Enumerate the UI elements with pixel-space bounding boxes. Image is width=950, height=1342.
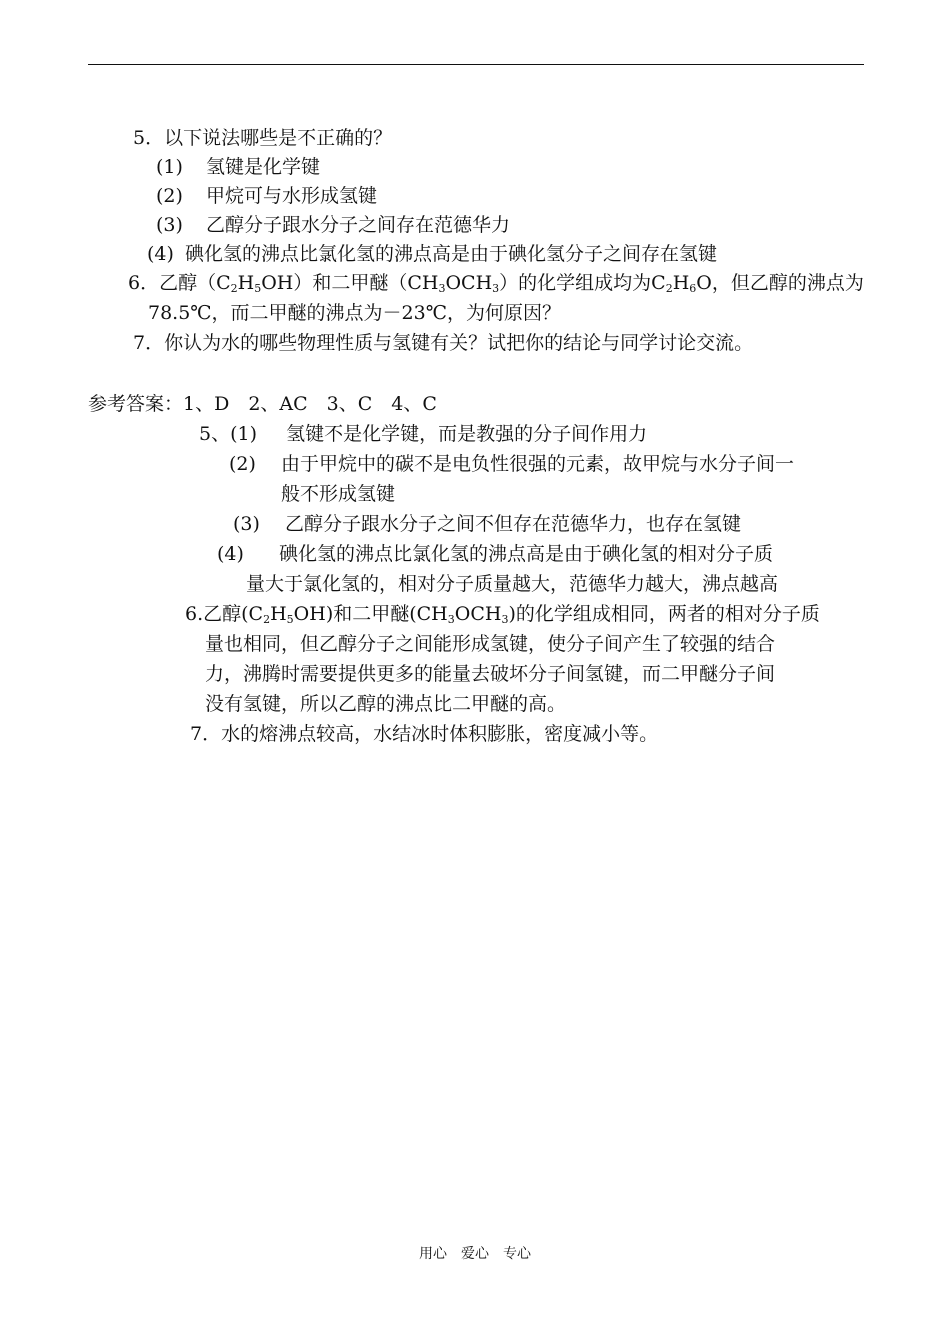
page-footer: 用心 爱心 专心 (419, 1246, 531, 1262)
subscript: 5 (286, 613, 294, 626)
item-number: (2) (156, 185, 183, 207)
item-number: (1) (230, 423, 258, 445)
text: H (270, 603, 287, 625)
text: OCH (445, 272, 493, 294)
text: H (672, 272, 690, 294)
item-text: 碘化氢的沸点比氯化氢的沸点高是由于碘化氢的相对分子质 (279, 543, 774, 565)
answer-5-item-4 (217, 540, 773, 568)
text: ）的化学组成均为C (499, 272, 666, 294)
item-text: 乙醇分子跟水分子之间不但存在范德华力，也存在氢键 (285, 513, 742, 535)
text: )的化学组成相同，两者的相对分子质 (508, 603, 820, 625)
text: OH)和二甲醚(CH (293, 603, 448, 625)
item-text: 碘化氢的沸点比氯化氢的沸点高是由于碘化氢分子之间存在氢键 (185, 243, 718, 265)
question-7: 7．你认为水的哪些物理性质与氢键有关？试把你的结论与同学讨论交流。 (133, 332, 754, 354)
item-text: 甲烷可与水形成氢键 (206, 185, 378, 207)
answer-5-item-4-cont: 量大于氯化氢的，相对分子质量越大，范德华力越大，沸点越高 (246, 573, 779, 595)
item-number: (1) (156, 156, 183, 178)
answer-6-line-2: 量也相同，但乙醇分子之间能形成氢键，使分子间产生了较强的结合 (205, 633, 776, 655)
subscript: 5 (254, 282, 262, 295)
header-rule (88, 64, 864, 65)
answer-7: 7．水的熔沸点较高，水结冰时体积膨胀，密度减小等。 (190, 723, 659, 745)
item-number: (3) (156, 214, 183, 236)
text: 6．乙醇（C (128, 272, 231, 294)
answer-5-item-2-cont: 般不形成氢键 (281, 483, 396, 505)
question-5-item-4 (147, 240, 717, 268)
item-number: (3) (233, 513, 260, 535)
item-text: 由于甲烷中的碳不是电负性很强的元素，故甲烷与水分子间一 (281, 453, 795, 475)
item-number: (4) (147, 243, 174, 265)
question-6-line-1 (128, 269, 864, 297)
subscript: 3 (501, 613, 509, 626)
answer-6-line-4: 没有氢键，所以乙醇的沸点比二甲醚的高。 (205, 693, 567, 715)
subscript: 2 (665, 282, 673, 295)
answer-5-item-1 (199, 420, 647, 448)
item-number: (4) (217, 543, 244, 565)
answer-6-line-1 (185, 600, 820, 628)
item-text: 氢键不是化学键，而是教强的分子间作用力 (286, 423, 648, 445)
question-6-line-2: 78.5℃，而二甲醚的沸点为－23℃，为何原因？ (148, 302, 561, 324)
subscript: 3 (438, 282, 446, 295)
subscript: 3 (492, 282, 500, 295)
answer-5-prefix: 5、 (199, 423, 231, 445)
text: 6.乙醇(C (185, 603, 264, 625)
item-text: 乙醇分子跟水分子之间存在范德华力 (206, 214, 511, 236)
subscript: 6 (689, 282, 697, 295)
text: O，但乙醇的沸点为 (696, 272, 864, 294)
item-text: 氢键是化学键 (206, 156, 321, 178)
subscript: 2 (230, 282, 238, 295)
answer-key-line (88, 390, 437, 418)
text: OH）和二甲醚（CH (261, 272, 439, 294)
answer-5-item-2 (229, 450, 794, 478)
question-5-item-1 (156, 153, 320, 181)
text: OCH (454, 603, 502, 625)
subscript: 3 (447, 613, 455, 626)
subscript: 2 (263, 613, 271, 626)
question-5-item-2 (156, 182, 377, 210)
short-answers: 1、D 2、AC 3、C 4、C (183, 393, 437, 415)
answer-6-line-3: 力，沸腾时需要提供更多的能量去破坏分子间氢键，而二甲醚分子间 (205, 663, 776, 685)
answer-label: 参考答案： (88, 393, 184, 415)
answer-5-item-3 (233, 510, 741, 538)
question-5-stem: 5．以下说法哪些是不正确的？ (133, 127, 393, 149)
item-number: (2) (229, 453, 256, 475)
text: H (237, 272, 255, 294)
question-5-item-3 (156, 211, 510, 239)
